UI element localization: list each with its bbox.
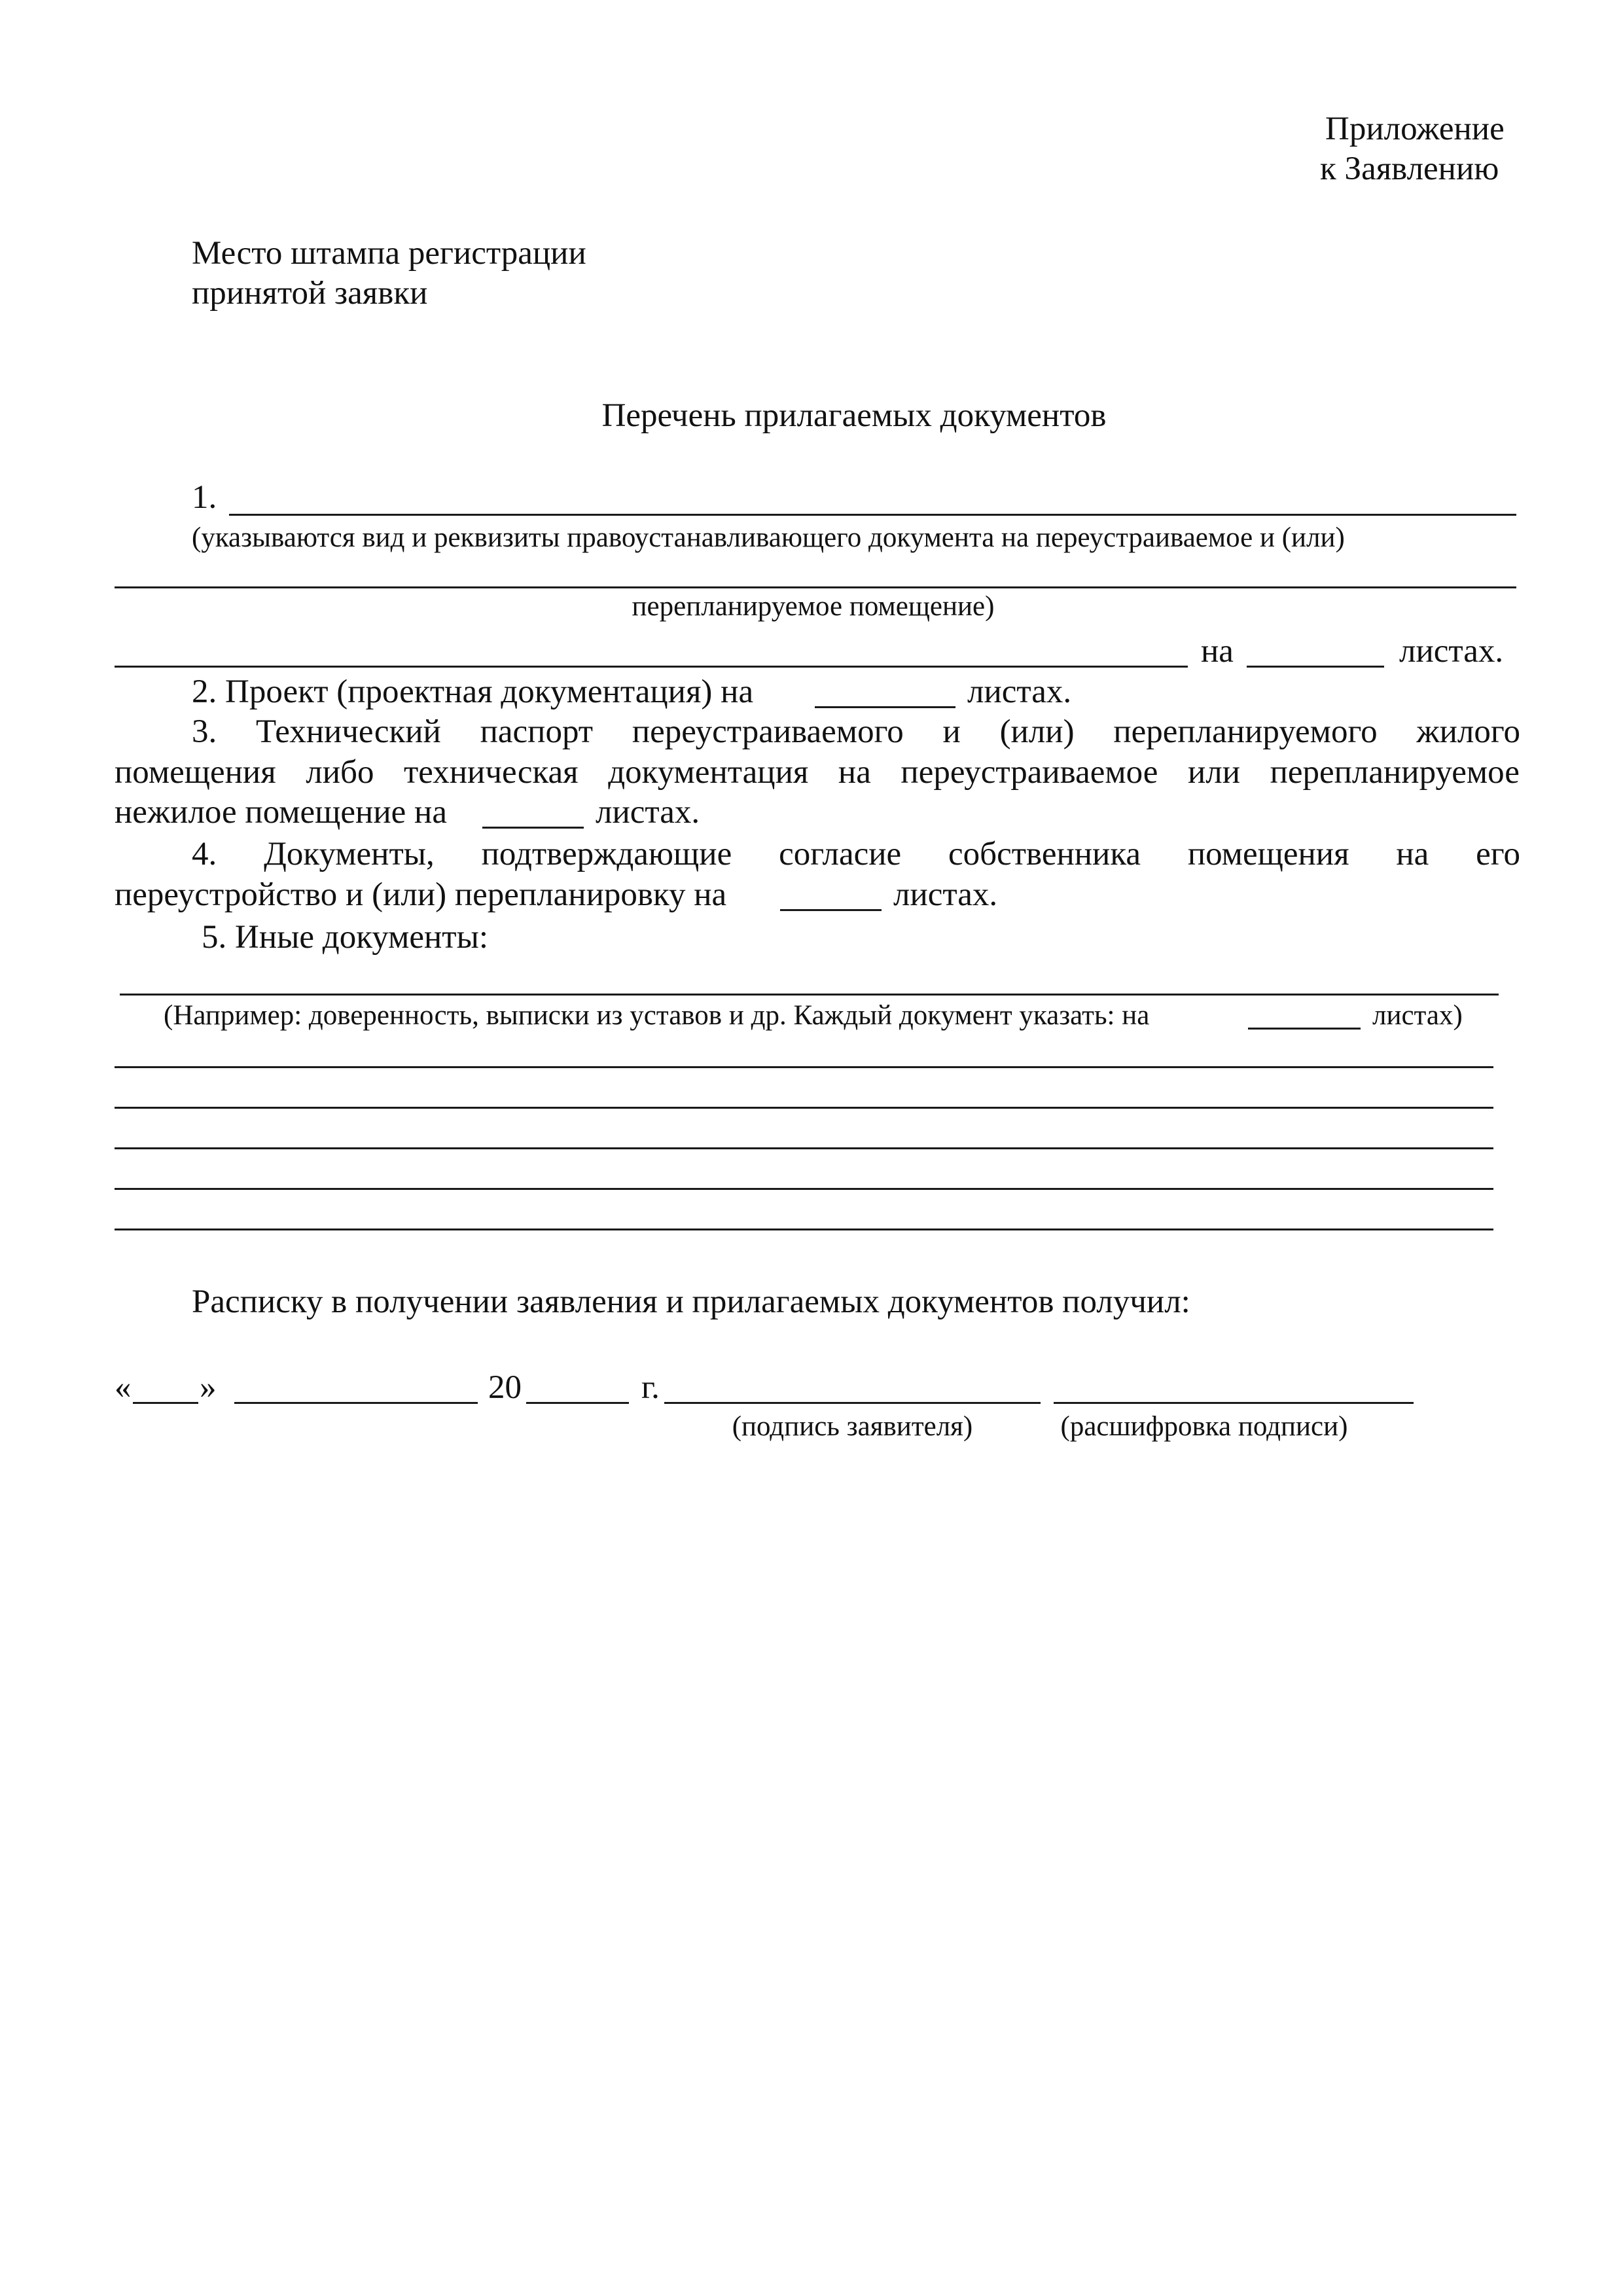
item2-sheets-field[interactable] (815, 706, 955, 708)
stamp-place-label-2: принятой заявки (192, 275, 428, 312)
item3-line-1: 3. Технический паспорт переустраиваемого и (или) перепланируемого жилого (192, 713, 1520, 750)
item1-hint-1: (указываются вид и реквизиты правоустанавливающего документа на переустраиваемое и (или) (192, 522, 1345, 553)
item3-sheets-field[interactable] (482, 827, 584, 829)
item1-sheets-field[interactable] (1247, 666, 1384, 668)
appendix-label: Приложение (1325, 111, 1505, 147)
item2-sheets-label: листах. (967, 673, 1072, 710)
item3-line-2: помещения либо техническая документация на переустраиваемое или перепланируемое (115, 754, 1520, 791)
item1-hint-2: перепланируемое помещение) (632, 591, 995, 622)
item2-label: 2. Проект (проектная документация) на (192, 673, 754, 710)
receipt-year-suffix: г. (641, 1369, 660, 1406)
item5-label: 5. Иные документы: (202, 919, 489, 956)
item5-hint-sheets-label: листах) (1372, 1000, 1463, 1031)
item5-field-line-3[interactable] (115, 1107, 1493, 1109)
receipt-day-field[interactable] (133, 1402, 198, 1404)
receipt-quote-open: « (115, 1369, 132, 1406)
item1-sheets-label: листах. (1399, 633, 1504, 670)
item5-field-line-2[interactable] (115, 1066, 1493, 1068)
receipt-year-field[interactable] (526, 1402, 629, 1404)
appendix-reference: к Заявлению (1320, 151, 1499, 187)
item4-sheets-label: листах. (893, 876, 998, 913)
item5-field-line[interactable] (120, 994, 1499, 996)
page-title: Перечень прилагаемых документов (601, 397, 1107, 434)
signature-decode-label: (расшифровка подписи) (1060, 1411, 1348, 1442)
item5-hint-sheets-field[interactable] (1248, 1028, 1361, 1030)
item4-line-2: переустройство и (или) перепланировку на (115, 876, 727, 913)
item1-field-line-3[interactable] (115, 666, 1188, 668)
stamp-place-label: Место штампа регистрации (192, 235, 586, 272)
receipt-month-field[interactable] (234, 1402, 478, 1404)
item4-sheets-field[interactable] (780, 909, 882, 911)
item1-field-line-2[interactable] (115, 586, 1516, 588)
item1-number: 1. (192, 479, 217, 516)
item1-na-label: на (1201, 633, 1234, 670)
item3-line-3: нежилое помещение на (115, 794, 447, 831)
signature-field[interactable] (664, 1402, 1041, 1404)
receipt-quote-close: » (200, 1369, 217, 1406)
item5-field-line-6[interactable] (115, 1229, 1493, 1230)
receipt-year-prefix: 20 (488, 1369, 522, 1406)
item5-hint: (Например: доверенность, выписки из уставов и др. Каждый документ указать: на (164, 1000, 1150, 1031)
item1-field-line[interactable] (229, 514, 1516, 516)
item4-line-1: 4. Документы, подтверждающие согласие собственника помещения на его (192, 836, 1520, 872)
item5-field-line-5[interactable] (115, 1188, 1493, 1190)
signature-decode-field[interactable] (1054, 1402, 1414, 1404)
item5-field-line-4[interactable] (115, 1147, 1493, 1149)
signature-label: (подпись заявителя) (732, 1411, 973, 1442)
receipt-text: Расписку в получении заявления и прилагаемых документов получил: (192, 1283, 1190, 1320)
item3-sheets-label: листах. (596, 794, 700, 831)
